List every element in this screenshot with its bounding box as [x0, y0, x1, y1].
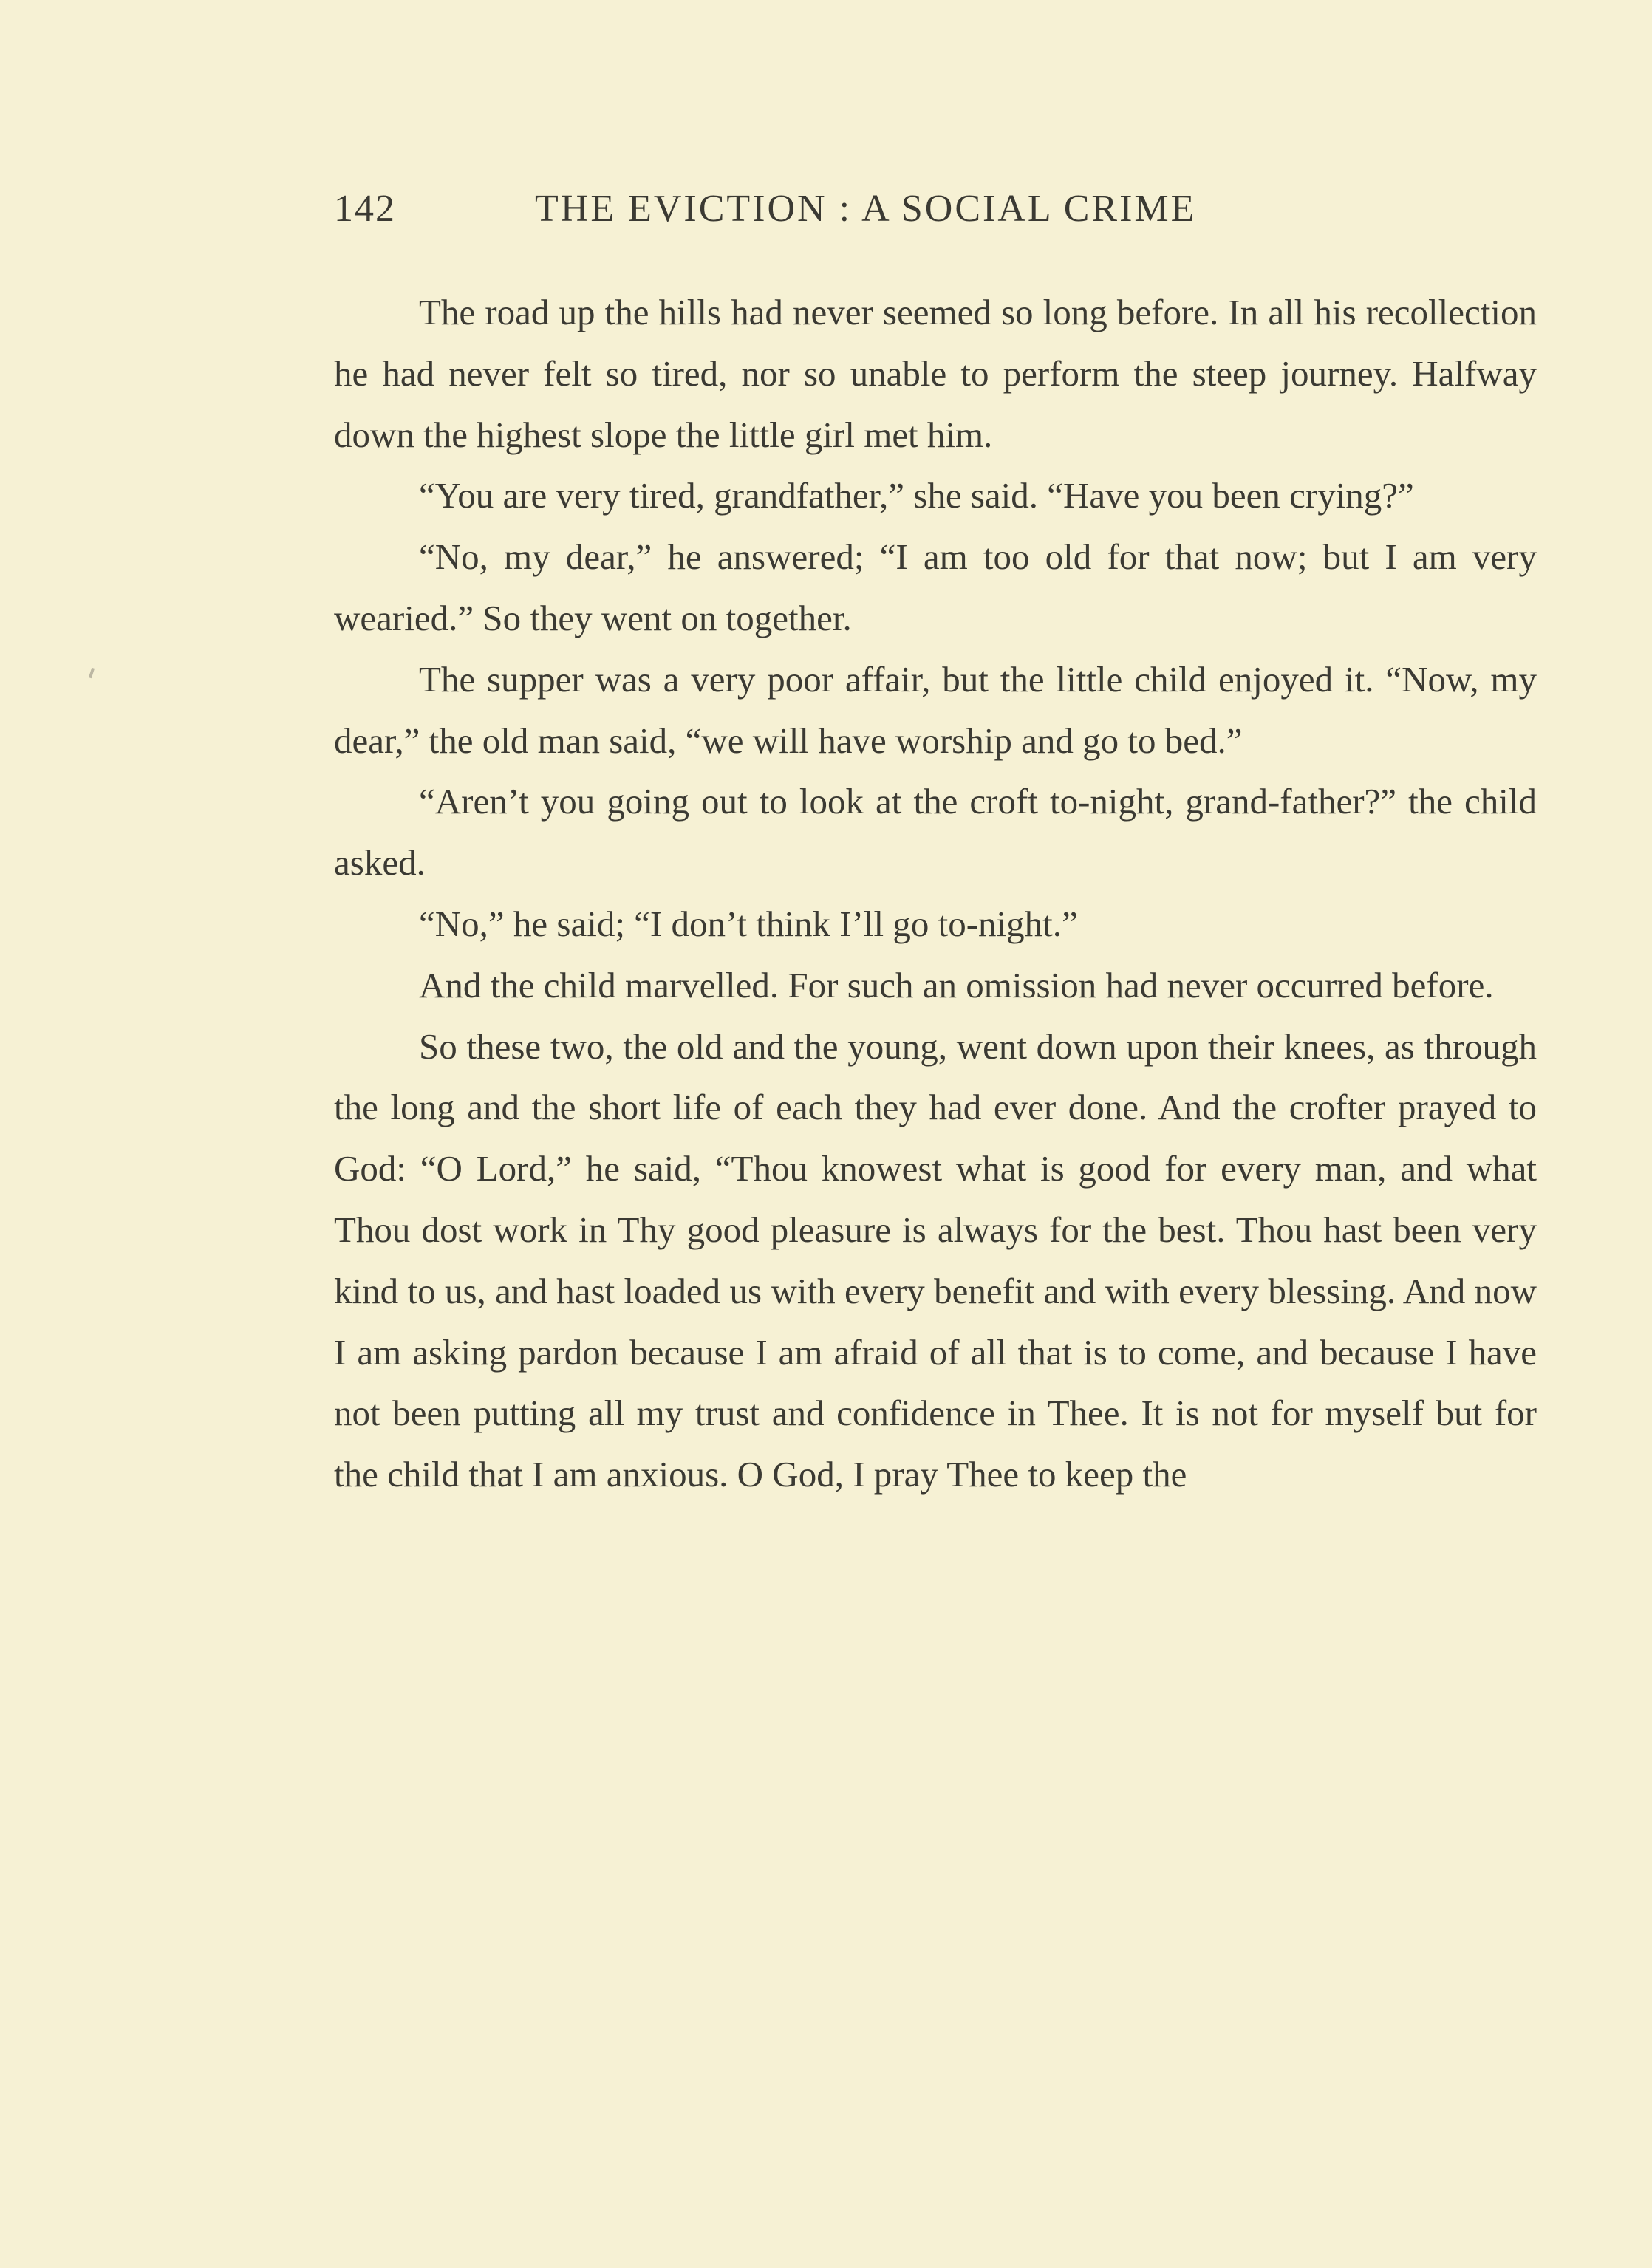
paragraph: So these two, the old and the young, went down upon their knees, as through the long and the short life of each they had ever done. And the crofter prayed to God: “O Lord,” he said, “Thou knowest what is good for every man, and what Thou dost work in Thy good pleasure is always for the best. Thou hast been very kind to us, and hast loaded us with every benefit and with every blessing. And now I am asking pardon because I am afraid of all that is to come, and because I have not been putting all my trust and confidence in Thee. It is not for myself but for the child that I am anxious. O God, I pray Thee to keep the [334, 1025, 1537, 1495]
paragraph: “No, my dear,” he answered; “I am too old for that now; but I am very wearied.” So they went on together. [334, 536, 1537, 638]
running-head [334, 183, 1339, 235]
paper-speck [89, 668, 95, 679]
paragraph: The road up the hills had never seemed so long before. In all his recollection he had never felt so tired, nor so unable to perform the steep journey. Halfway down the highest slope the little girl met him. [334, 292, 1537, 455]
paragraph: “No,” he said; “I don’t think I’ll go to-night.” [419, 903, 1078, 944]
paragraph: The supper was a very poor affair, but the little child enjoyed it. “Now, my dear,” the old man said, “we will have worship and go to bed.” [334, 658, 1537, 761]
body-text [334, 282, 1537, 1506]
paragraph: “Aren’t you going out to look at the croft to-night, grand-father?” the child asked. [334, 781, 1537, 884]
page-number: 142 [334, 188, 396, 230]
running-title: THE EVICTION : A SOCIAL CRIME [535, 188, 1197, 230]
paragraph: “You are very tired, grandfather,” she said. “Have you been crying?” [419, 475, 1414, 516]
paragraph: And the child marvelled. For such an omission had never occurred before. [419, 964, 1494, 1005]
